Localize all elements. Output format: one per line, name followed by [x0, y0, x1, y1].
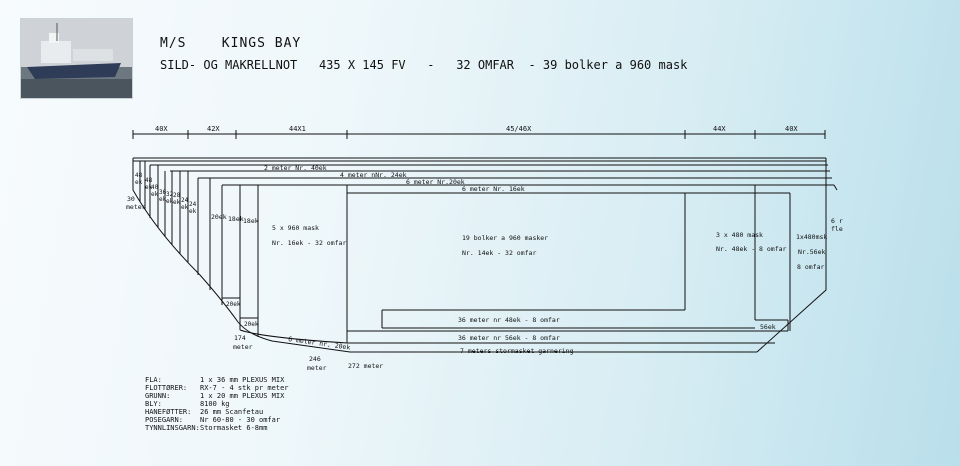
far-right-l1: 1x480msk — [796, 233, 828, 241]
far-right-l2: Nr.56ek — [798, 248, 826, 256]
wing-col-4: 36 — [159, 189, 167, 196]
vessel-title: M/S KINGS BAY — [160, 36, 302, 51]
wing-col-7: 24 — [181, 197, 189, 204]
m246: 246 — [309, 355, 321, 363]
wing-col-2: 48 — [145, 177, 153, 184]
col-18ek-a: 18ek — [228, 215, 244, 223]
spec-value: 8100 kg — [200, 400, 230, 408]
row-label-top3: 6 meter Nr.20ek — [406, 178, 465, 186]
spec-value: 1 x 20 mm PLEXUS MIX — [200, 392, 285, 400]
wing-col-8-ek: ek — [189, 208, 197, 215]
wing-col-5-ek: ek — [166, 198, 174, 205]
edge-fle: fle — [831, 225, 843, 233]
m272: 272 meter — [348, 362, 384, 370]
spec-value: 26 mm Scanfetau — [200, 408, 264, 416]
side-meter: meter — [126, 203, 146, 211]
wing-col-3: 40 — [151, 184, 159, 191]
bottom-row2: 36 meter nr 56ek - 8 omfar — [458, 334, 560, 342]
net-spec-subtitle: SILD- OG MAKRELLNOT 435 X 145 FV - 32 OMFAR - 39 bolker a 960 mask — [160, 58, 688, 72]
spec-key: FLOTTØRER: — [145, 384, 188, 392]
wing-col-6: 28 — [173, 192, 181, 199]
row-label-top1: 2 meter Nr. 40ek — [264, 164, 327, 172]
wing-col-3-ek: ek — [151, 191, 159, 198]
spec-row — [145, 376, 289, 384]
bottom-row3: 7 meters stormasket garnering — [460, 347, 574, 355]
ruler-label-1: 40X — [155, 125, 168, 133]
ruler-label-3: 44X1 — [289, 125, 306, 133]
spec-row — [145, 384, 289, 392]
wing-col-5: 32 — [166, 191, 174, 198]
wing-col-6-ek: ek — [173, 199, 181, 206]
spec-key: FLA: — [145, 376, 162, 384]
spec-key: BLY: — [145, 400, 162, 408]
wing-col-8: 24 — [189, 201, 197, 208]
far-right-l3: 8 omfar — [797, 263, 825, 271]
wing-col-7-ek: ek — [181, 204, 189, 211]
spec-row — [145, 408, 289, 416]
spec-row — [145, 392, 289, 400]
spec-row — [145, 400, 289, 408]
row-label-top4: 6 meter Nr. 16ek — [462, 185, 525, 193]
spec-row — [145, 416, 289, 424]
spec-key: HANEFØTTER: — [145, 408, 192, 416]
center-l1: 19 bolker a 960 masker — [462, 234, 549, 242]
spec-value: RX-7 - 4 stk pr meter — [200, 384, 289, 392]
right-panel-l2: Nr. 48ek - 8 omfar — [716, 245, 787, 253]
spec-row — [145, 424, 289, 432]
col-20ek: 20ek — [211, 213, 227, 221]
ruler-label-6: 40X — [785, 125, 798, 133]
edge-6: 6 r — [831, 217, 843, 225]
side-30: 30 — [127, 195, 135, 203]
col-18ek-b: 18ek — [243, 217, 259, 225]
box-20ek-lower: 20ek — [244, 321, 259, 328]
wing-col-1: 48 — [135, 172, 143, 179]
m174: 174 — [234, 334, 246, 342]
ruler-label-2: 42X — [207, 125, 220, 133]
bottom-row1: 36 meter nr 48ek - 8 omfar — [458, 316, 560, 324]
wing-col-2-ek: ek — [145, 184, 153, 191]
spec-key: GRUNN: — [145, 392, 171, 400]
spec-key: TYNNLINSGARN: — [145, 424, 200, 432]
wing-col-1-ek: ek — [135, 179, 143, 186]
box-20ek-bottom: 20ek — [226, 301, 241, 308]
diag-6m: 6 meter nr. 20ek — [287, 335, 351, 352]
spec-value: Nr 60-80 - 30 omfar — [200, 416, 281, 424]
row-label-top2: 4 meter nNr. 24ek — [340, 171, 407, 179]
m174-unit: meter — [233, 343, 253, 351]
center-l2: Nr. 14ek - 32 omfar — [462, 249, 537, 257]
left-panel-l1: 5 x 960 mask — [272, 224, 319, 232]
m246-unit: meter — [307, 364, 327, 372]
box-56ek: 56ek — [760, 323, 776, 331]
spec-value: 1 x 36 mm PLEXUS MIX — [200, 376, 285, 384]
ruler-label-4: 45/46X — [506, 125, 532, 133]
ruler-label-5: 44X — [713, 125, 726, 133]
right-panel-l1: 3 x 480 mask — [716, 231, 763, 239]
spec-value: Stormasket 6-8mm — [200, 424, 268, 432]
wing-col-4-ek: ek — [159, 196, 167, 203]
equipment-spec-list — [145, 376, 289, 432]
left-panel-l2: Nr. 16ek - 32 omfar — [272, 239, 347, 247]
spec-key: POSEGARN: — [145, 416, 183, 424]
